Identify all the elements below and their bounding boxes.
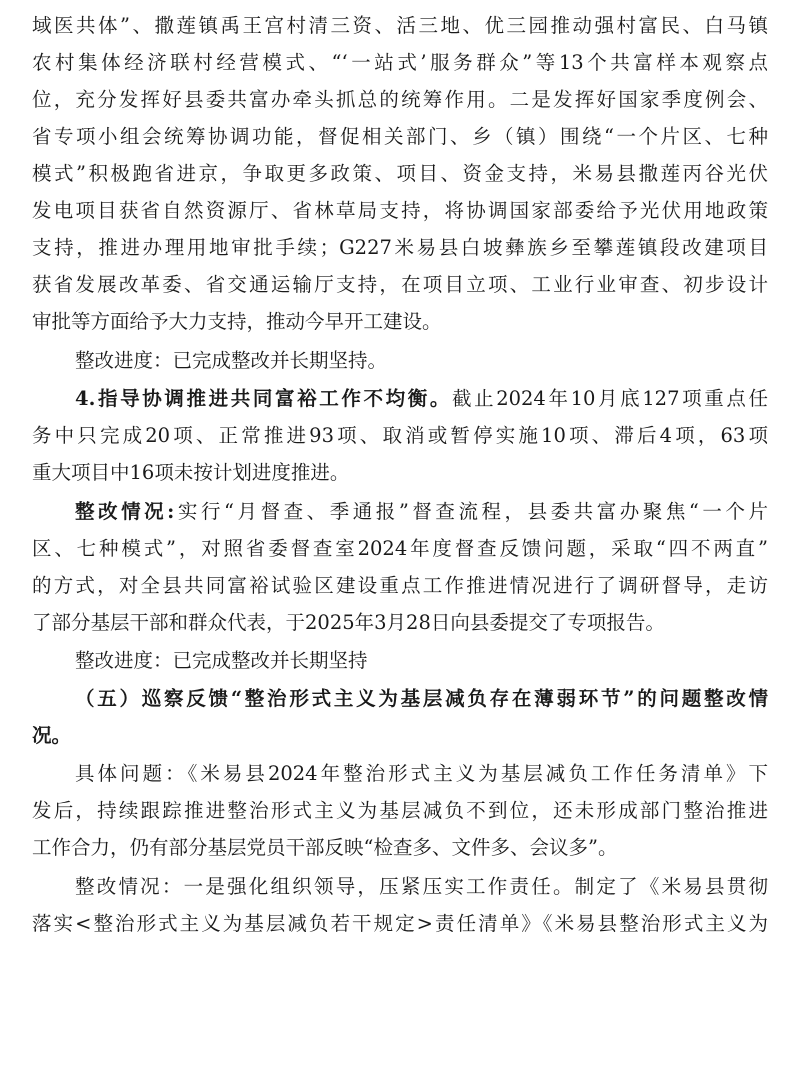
rectification-line [0, 495, 800, 529]
rectification-line: 整改情况：一是强化组织领导，压紧压实工作责任。制定了《米易县贯彻 [75, 875, 768, 898]
paragraph-1-line: 获省发展改革委、省交通运输厅支持，在项目立项、工业行业审查、初步设计 [32, 273, 768, 296]
issue-4-line: 重大项目中16项未按计划进度推进。 [32, 461, 350, 484]
section-heading: 况。 [32, 724, 72, 747]
paragraph-1-line: 位，充分发挥好县委共富办牵头抓总的统筹作用。二是发挥好国家季度例会、 [32, 88, 768, 111]
rectification-line: 区、七种模式”，对照省委督查室2024年度督查反馈问题，采取“四不两直” [32, 537, 768, 560]
paragraph-1-line: 域医共体”、撒莲镇禹王宫村清三资、活三地、优三园推动强村富民、白马镇 [32, 14, 768, 37]
paragraph-1-line: 发电项目获省自然资源厅、省林草局支持，将协调国家部委给予光伏用地政策 [32, 199, 768, 222]
progress-status-line: 整改进度：已完成整改并长期坚持。 [75, 349, 388, 372]
paragraph-1-line: 省专项小组会统筹协调功能，督促相关部门、乡（镇）围绕“一个片区、七种 [32, 125, 768, 148]
paragraph-1-line: 模式”积极跑省进京，争取更多政策、项目、资金支持，米易县撒莲丙谷光伏 [32, 162, 768, 185]
rectification-text: 实行“月督查、季通报”督查流程，县委共富办聚焦“一个片 [174, 500, 768, 523]
rectification-heading: 整改情况: [75, 500, 175, 523]
rectification-line: 了部分基层干部和群众代表，于2025年3月28日向县委提交了专项报告。 [32, 611, 665, 634]
progress-status-line: 整改进度：已完成整改并长期坚持 [75, 649, 368, 672]
rectification-line: 落实<整治形式主义为基层减负若干规定>责任清单》《米易县整治形式主义为 [32, 912, 768, 935]
paragraph-1-line: 农村集体经济联村经营模式、“‘一站式’服务群众”等13个共富样本观察点 [32, 51, 768, 74]
specific-issue-line: 工作合力，仍有部分基层党员干部反映“检查多、文件多、会议多”。 [32, 836, 618, 859]
section-heading: （五）巡察反馈“整治形式主义为基层减负存在薄弱环节”的问题整改情 [75, 687, 768, 710]
issue-4-line: 务中只完成20项、正常推进93项、取消或暂停实施10项、滞后4项，63项 [32, 424, 768, 447]
specific-issue-line: 具体问题：《米易县2024年整治形式主义为基层减负工作任务清单》下 [75, 762, 768, 785]
paragraph-1-line: 审批等方面给予大力支持，推动今早开工建设。 [32, 310, 442, 333]
paragraph-1-line: 支持，推进办理用地审批手续；G227米易县白坡彝族乡至攀莲镇段改建项目 [32, 236, 768, 259]
issue-4-line [0, 382, 800, 416]
specific-issue-line: 发后，持续跟踪推进整治形式主义为基层减负不到位，还未形成部门整治推进 [32, 799, 768, 822]
rectification-line: 的方式，对全县共同富裕试验区建设重点工作推进情况进行了调研督导，走访 [32, 574, 768, 597]
issue-4-text: 截止2024年10月底127项重点任 [451, 387, 768, 410]
issue-4-heading: 4.指导协调推进共同富裕工作不均衡。 [75, 387, 452, 410]
